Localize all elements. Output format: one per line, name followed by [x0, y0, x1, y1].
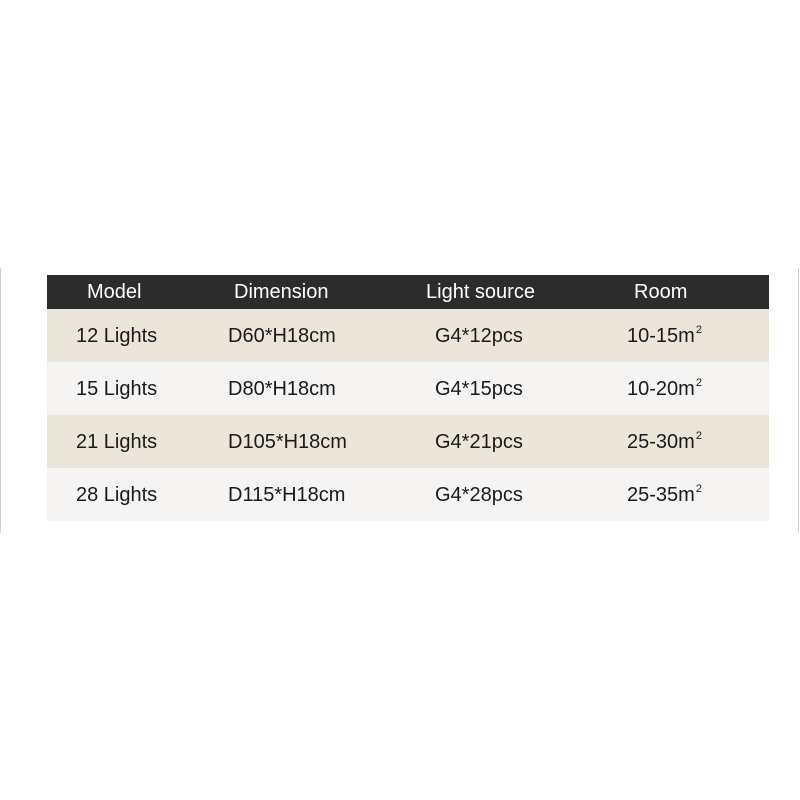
room-value: 10-20m: [627, 378, 695, 400]
cell-light-source: G4*15pcs: [435, 378, 523, 400]
cell-model: 15 Lights: [76, 378, 158, 400]
table-row: [47, 309, 769, 362]
room-value: 25-30m: [627, 431, 695, 453]
right-frame-line: [798, 268, 799, 533]
cell-dimension: D80*H18cm: [228, 378, 336, 400]
cell-model: 21 Lights: [76, 431, 158, 453]
cell-room: [627, 362, 702, 416]
spec-table: [47, 275, 769, 521]
room-value: 25-35m: [627, 484, 695, 506]
square-superscript: 2: [695, 323, 702, 336]
cell-model: 12 Lights: [76, 325, 158, 347]
left-frame-line: [0, 268, 1, 533]
square-superscript: 2: [695, 429, 702, 442]
cell-dimension: D115*H18cm: [228, 484, 346, 506]
table-row: [47, 415, 769, 468]
cell-dimension: D105*H18cm: [228, 431, 347, 453]
square-superscript: 2: [695, 376, 702, 389]
header-room: Room: [634, 280, 688, 303]
table-row: [47, 468, 769, 521]
cell-light-source: G4*28pcs: [435, 484, 523, 506]
square-superscript: 2: [695, 482, 702, 495]
table-header-row: [47, 275, 769, 309]
cell-dimension: D60*H18cm: [228, 325, 336, 347]
cell-model: 28 Lights: [76, 484, 158, 506]
header-model: Model: [87, 280, 142, 303]
room-value: 10-15m: [627, 325, 695, 347]
header-dimension: Dimension: [234, 280, 329, 303]
cell-room: [627, 309, 702, 363]
cell-light-source: G4*12pcs: [435, 325, 523, 347]
header-light-source: Light source: [426, 280, 535, 303]
cell-room: [627, 415, 702, 469]
cell-room: [627, 468, 702, 522]
table-row: [47, 362, 769, 415]
cell-light-source: G4*21pcs: [435, 431, 523, 453]
